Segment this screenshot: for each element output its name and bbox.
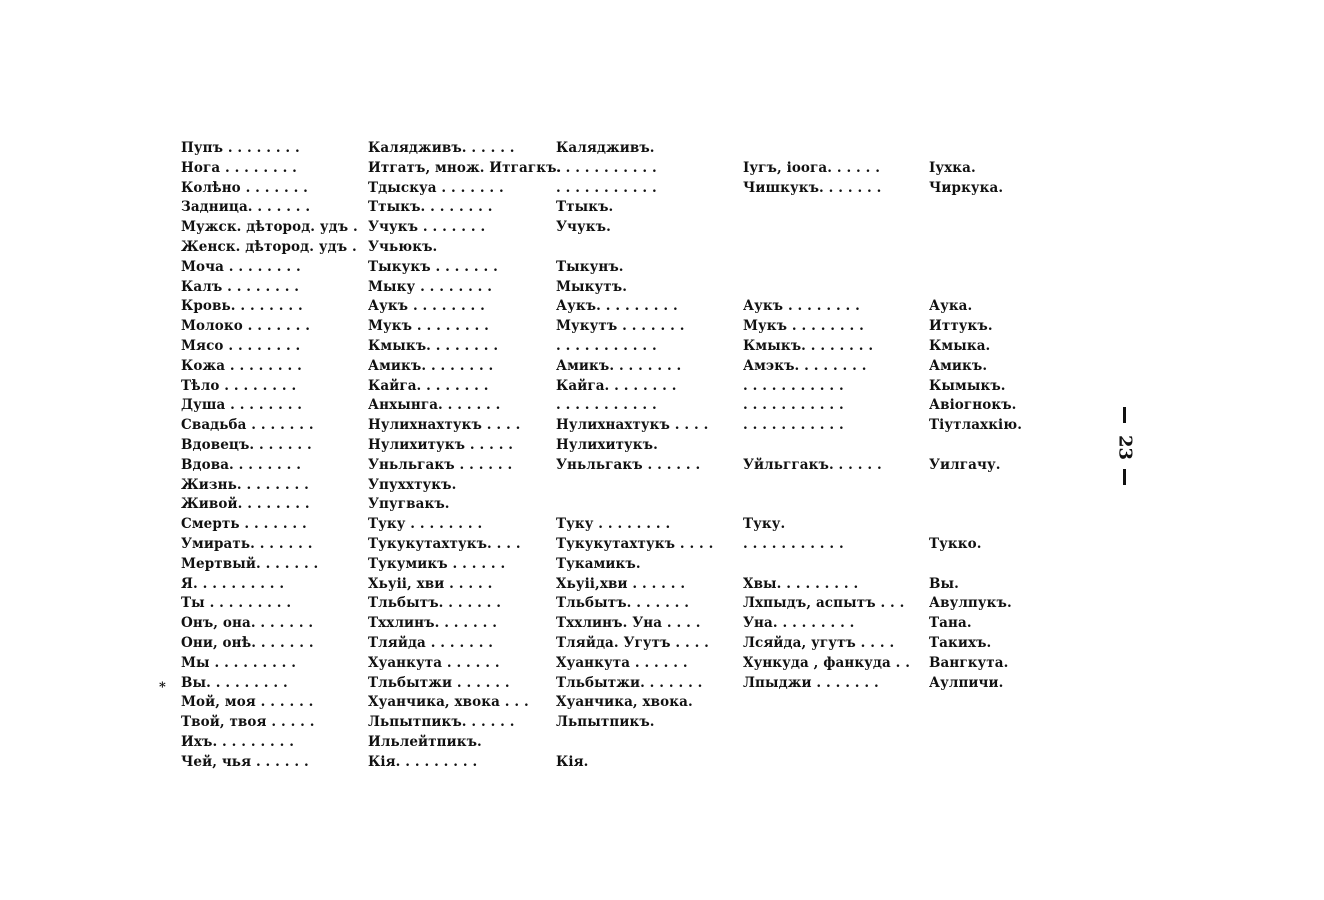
dialect-1-cell: Нулихитукъ . . . . . <box>368 436 514 453</box>
dialect-2-cell: Уньльгакъ . . . . . . <box>556 456 701 473</box>
dialect-2-cell: Тукамикъ. <box>556 555 641 572</box>
dialect-1-cell: Кайга. . . . . . . . <box>368 377 489 394</box>
dialect-1-cell: Анхынга. . . . . . . <box>368 397 501 414</box>
table-row <box>181 436 1021 456</box>
table-row <box>181 456 1021 476</box>
dialect-1-cell: Хуанкута . . . . . . <box>368 654 500 671</box>
dialect-1-cell: Итгатъ, множ. Итгагкъ. <box>368 159 562 176</box>
russian-word-cell: Чей, чья . . . . . . <box>181 753 309 770</box>
dialect-2-cell: Амикъ. . . . . . . . <box>556 357 682 374</box>
dialect-4-cell: Амикъ. <box>929 357 988 374</box>
russian-word-cell: Мясо . . . . . . . . <box>181 337 301 354</box>
dialect-1-cell: Упуххтукъ. <box>368 476 457 493</box>
table-row <box>181 357 1021 377</box>
table-row <box>181 218 1021 238</box>
dialect-1-cell: Тххлинъ. . . . . . . <box>368 615 498 632</box>
dialect-1-cell: Тукумикъ . . . . . . <box>368 555 506 572</box>
dialect-1-cell: Тляйда . . . . . . . <box>368 634 494 651</box>
table-row <box>181 594 1021 614</box>
russian-word-cell: Мой, моя . . . . . . <box>181 694 314 711</box>
table-row <box>181 278 1021 298</box>
dialect-2-cell: Тукукутахтукъ . . . . <box>556 535 714 552</box>
dialect-3-cell: . . . . . . . . . . . <box>743 417 844 434</box>
dialect-4-cell: Уилгачу. <box>929 456 1001 473</box>
dialect-4-cell: Іухка. <box>929 159 976 176</box>
table-row <box>181 575 1021 595</box>
dialect-2-cell: Аукъ. . . . . . . . . <box>556 298 678 315</box>
russian-word-cell: Женск. дѣтород. удъ . <box>181 238 357 255</box>
dialect-1-cell: Ильлейтпикъ. <box>368 733 482 750</box>
russian-word-cell: Задница. . . . . . . <box>181 199 311 216</box>
page-number: 23 <box>1114 434 1136 461</box>
dialect-2-cell: Тххлинъ. Уна . . . . <box>556 615 701 632</box>
russian-word-cell: Моча . . . . . . . . <box>181 258 301 275</box>
table-row <box>181 535 1021 555</box>
table-row <box>181 258 1021 278</box>
dialect-3-cell: Туку. <box>743 516 786 533</box>
russian-word-cell: Мужск. дѣтород. удъ . <box>181 219 358 236</box>
dialect-1-cell: Мыку . . . . . . . . <box>368 278 493 295</box>
dialect-4-cell: Авулпукъ. <box>929 595 1012 612</box>
russian-word-cell: Я. . . . . . . . . . <box>181 575 285 592</box>
russian-word-cell: Нога . . . . . . . . <box>181 159 297 176</box>
dialect-2-cell: Тыкунъ. <box>556 258 624 275</box>
dialect-2-cell: . . . . . . . . . . . <box>556 179 657 196</box>
russian-word-cell: Вдовецъ. . . . . . . <box>181 436 312 453</box>
dialect-2-cell: Тльбытъ. . . . . . . <box>556 595 690 612</box>
dialect-3-cell: Амэкъ. . . . . . . . <box>743 357 867 374</box>
dialect-3-cell: . . . . . . . . . . . <box>743 397 844 414</box>
dialect-4-cell: Тана. <box>929 615 972 632</box>
russian-word-cell: Ты . . . . . . . . . <box>181 595 292 612</box>
table-row <box>181 139 1021 159</box>
russian-word-cell: Они, онѣ. . . . . . . <box>181 634 314 651</box>
dialect-1-cell: Тльбытъ. . . . . . . <box>368 595 502 612</box>
dialect-2-cell: Кія. <box>556 753 589 770</box>
page-number-block <box>1100 407 1150 487</box>
dialect-3-cell: Лсяйда, угутъ . . . . <box>743 634 895 651</box>
table-row <box>181 733 1021 753</box>
dialect-2-cell: Мыкутъ. <box>556 278 627 295</box>
dialect-1-cell: Учукъ . . . . . . . <box>368 219 486 236</box>
dialect-2-cell: Калядживъ. <box>556 140 655 156</box>
russian-word-cell: Колѣно . . . . . . . <box>181 179 308 196</box>
dialect-3-cell: Іугъ, іоога. . . . . . <box>743 159 881 176</box>
dialect-2-cell: Тляйда. Угутъ . . . . <box>556 634 709 651</box>
table-row <box>181 396 1021 416</box>
dialect-1-cell: Учьюкъ. <box>368 238 438 255</box>
russian-word-cell: Умирать. . . . . . . <box>181 535 313 552</box>
table-row <box>181 693 1021 713</box>
dialect-1-cell: Упугвакъ. <box>368 496 450 513</box>
dialect-3-cell: Уйльггакъ. . . . . . <box>743 456 882 473</box>
russian-word-cell: Жизнь. . . . . . . . <box>181 476 309 493</box>
dialect-3-cell: . . . . . . . . . . . <box>743 377 844 394</box>
dialect-4-cell: Чиркука. <box>929 179 1004 196</box>
russian-word-cell: Твой, твоя . . . . . <box>181 714 315 731</box>
dialect-1-cell: Тльбытжи . . . . . . <box>368 674 510 691</box>
russian-word-cell: Молоко . . . . . . . <box>181 318 311 335</box>
table-row <box>181 753 1021 773</box>
russian-word-cell: Ихъ. . . . . . . . . <box>181 733 295 750</box>
dialect-1-cell: Льпытпикъ. . . . . . <box>368 714 515 731</box>
table-row <box>181 674 1021 694</box>
dialect-2-cell: Мукутъ . . . . . . . <box>556 318 685 335</box>
table-row <box>181 159 1021 179</box>
dialect-1-cell: Нулихнахтукъ . . . . <box>368 417 521 434</box>
dialect-1-cell: Уньльгакъ . . . . . . <box>368 456 513 473</box>
dialect-3-cell: Лхпыдъ, аспытъ . . . <box>743 595 905 612</box>
page-number-dash-bottom <box>1123 469 1126 485</box>
dialect-2-cell: Хьуіі,хви . . . . . . <box>556 575 686 592</box>
dialect-2-cell: . . . . . . . . . . . <box>556 397 657 414</box>
russian-word-cell: Кровь. . . . . . . . <box>181 298 303 315</box>
dialect-3-cell: Хвы. . . . . . . . . <box>743 575 859 592</box>
dialect-2-cell: . . . . . . . . . . . <box>556 337 657 354</box>
table-row <box>181 476 1021 496</box>
dialect-2-cell: Туку . . . . . . . . <box>556 516 671 533</box>
dialect-4-cell: Аука. <box>929 298 973 315</box>
dialect-2-cell: Хуанкута . . . . . . <box>556 654 688 671</box>
russian-word-cell: Вдова. . . . . . . . <box>181 456 302 473</box>
dialect-1-cell: Тукукутахтукъ. . . . <box>368 535 521 552</box>
dialect-1-cell: Хуанчика, хвока . . . <box>368 694 529 711</box>
dialect-1-cell: Амикъ. . . . . . . . <box>368 357 494 374</box>
table-row <box>181 337 1021 357</box>
dialect-1-cell: Тыкукъ . . . . . . . <box>368 258 498 275</box>
dialect-3-cell: Кмыкъ. . . . . . . . <box>743 337 874 354</box>
dialect-3-cell: Уна. . . . . . . . . <box>743 615 855 632</box>
dialect-2-cell: Тльбытжи. . . . . . . <box>556 674 703 691</box>
dialect-1-cell: Туку . . . . . . . . <box>368 516 483 533</box>
russian-word-cell: Пупъ . . . . . . . . <box>181 140 300 156</box>
russian-word-cell: Кожа . . . . . . . . <box>181 357 302 374</box>
russian-word-cell: Живой. . . . . . . . <box>181 496 310 513</box>
dialect-3-cell: Мукъ . . . . . . . . <box>743 318 864 335</box>
table-row <box>181 297 1021 317</box>
dialect-3-cell: Хункуда , фанкуда . . <box>743 654 911 671</box>
table-row <box>181 634 1021 654</box>
dialect-4-cell: Такихъ. <box>929 634 992 651</box>
russian-word-cell: Вы. . . . . . . . . <box>181 674 288 691</box>
dialect-2-cell: Ттыкъ. <box>556 199 614 216</box>
dialect-1-cell: Ттыкъ. . . . . . . . <box>368 199 493 216</box>
dialect-2-cell: Нулихнахтукъ . . . . <box>556 417 709 434</box>
table-row <box>181 654 1021 674</box>
dialect-3-cell: Аукъ . . . . . . . . <box>743 298 860 315</box>
dialect-2-cell: Хуанчика, хвока. <box>556 694 693 711</box>
dialect-1-cell: Кія. . . . . . . . . <box>368 753 478 770</box>
dialect-4-cell: Кмыка. <box>929 337 991 354</box>
table-row <box>181 377 1021 397</box>
dialect-2-cell: Кайга. . . . . . . . <box>556 377 677 394</box>
table-row <box>181 713 1021 733</box>
russian-word-cell: Мы . . . . . . . . . <box>181 654 297 671</box>
russian-word-cell: Онъ, она. . . . . . . <box>181 615 314 632</box>
vocabulary-table <box>181 139 1021 773</box>
page-number-dash-top <box>1123 407 1126 423</box>
dialect-2-cell: Учукъ. <box>556 219 611 236</box>
table-row <box>181 238 1021 258</box>
russian-word-cell: Калъ . . . . . . . . <box>181 278 300 295</box>
dialect-3-cell: . . . . . . . . . . . <box>743 535 844 552</box>
table-row <box>181 317 1021 337</box>
dialect-4-cell: Вангкута. <box>929 654 1009 671</box>
table-row <box>181 555 1021 575</box>
russian-word-cell: Свадьба . . . . . . . <box>181 417 314 434</box>
table-row <box>181 515 1021 535</box>
dialect-3-cell: Лпыджи . . . . . . . <box>743 674 879 691</box>
table-row <box>181 416 1021 436</box>
dialect-3-cell: Чишкукъ. . . . . . . <box>743 179 882 196</box>
dialect-1-cell: Тдыскуа . . . . . . . <box>368 179 504 196</box>
dialect-4-cell: Кымыкъ. <box>929 377 1006 394</box>
table-row <box>181 179 1021 199</box>
dialect-4-cell: Тіутлахкію. <box>929 417 1023 434</box>
dialect-2-cell: . . . . . . . . . . . <box>556 159 657 176</box>
dialect-4-cell: Аулпичи. <box>929 674 1004 691</box>
margin-asterisk: * <box>159 680 166 695</box>
dialect-1-cell: Хьуіі, хви . . . . . <box>368 575 493 592</box>
dialect-4-cell: Авіогнокъ. <box>929 397 1017 414</box>
dialect-1-cell: Мукъ . . . . . . . . <box>368 318 489 335</box>
dialect-4-cell: Иттукъ. <box>929 318 993 335</box>
russian-word-cell: Душа . . . . . . . . <box>181 397 303 414</box>
dialect-1-cell: Калядживъ. . . . . . <box>368 140 515 156</box>
table-row <box>181 614 1021 634</box>
dialect-4-cell: Вы. <box>929 575 959 592</box>
russian-word-cell: Мертвый. . . . . . . <box>181 555 319 572</box>
dialect-2-cell: Льпытпикъ. <box>556 714 655 731</box>
table-row <box>181 198 1021 218</box>
table-row <box>181 495 1021 515</box>
dialect-1-cell: Аукъ . . . . . . . . <box>368 298 485 315</box>
russian-word-cell: Тѣло . . . . . . . . <box>181 377 297 394</box>
dialect-4-cell: Тукко. <box>929 535 982 552</box>
russian-word-cell: Смерть . . . . . . . <box>181 516 307 533</box>
dialect-1-cell: Кмыкъ. . . . . . . . <box>368 337 499 354</box>
dialect-2-cell: Нулихитукъ. <box>556 436 658 453</box>
